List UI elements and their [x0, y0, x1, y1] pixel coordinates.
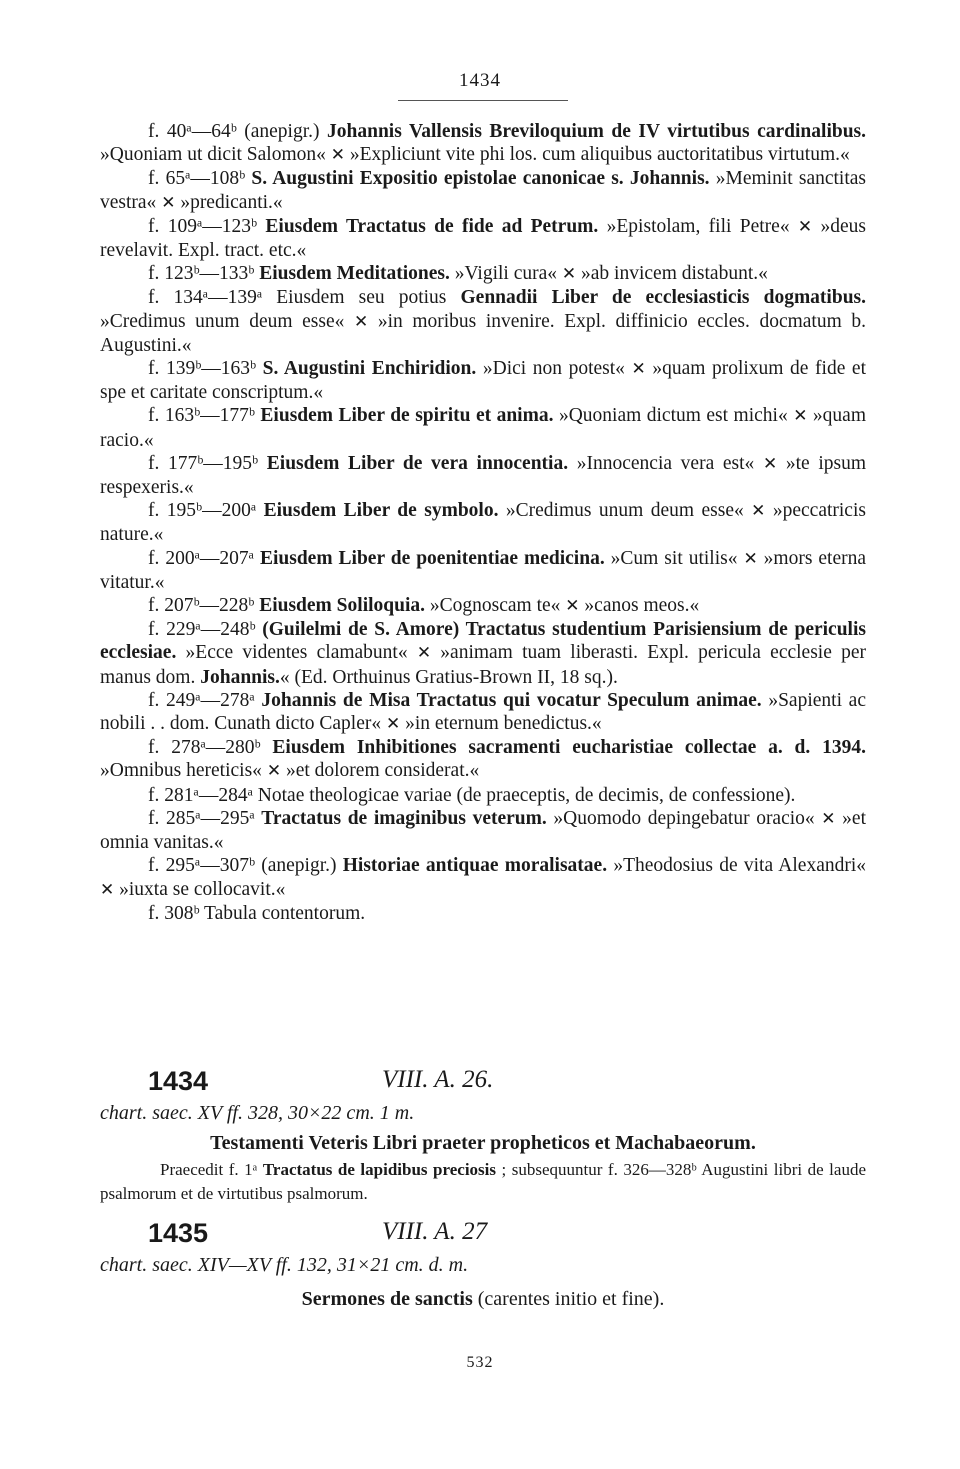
shelf-signature: VIII. A. 26.: [382, 1066, 494, 1093]
catalogue-number: 1434: [148, 1066, 209, 1096]
catalogue-item: f. 249ᵃ—278ᵃ Johannis de Misa Tractatus qui vocatur Speculum animae. »Sapienti ac nobili . . dom. Cunath dicto Capler« ✕ »in eternum benedictus.«: [100, 689, 866, 735]
manuscript-title: Testamenti Veteris Libri praeter propheticos et Machabaeorum.: [210, 1132, 756, 1154]
omission-cross-icon: ✕: [631, 359, 646, 380]
page-header: 1434: [459, 70, 501, 91]
title-bold: Sermones de sanctis: [301, 1288, 473, 1310]
page-footer: 532: [466, 1354, 494, 1371]
catalogue-number: 1435: [148, 1218, 209, 1248]
omission-cross-icon: ✕: [821, 808, 836, 829]
catalogue-item: f. 40ᵃ—64ᵇ (anepigr.) Johannis Vallensis Breviloquium de IV virtutibus cardinalibus. »Quoniam ut dicit Salomon« ✕ »Expliciunt vite phi los. cum aliquibus auctoritatibus virtutum.«: [100, 121, 867, 166]
manuscript-title: [100, 1288, 866, 1311]
catalogue-item: f. 109ᵃ—123ᵇ Eiusdem Tractatus de fide ad Petrum. »Epistolam, fili Petre« ✕ »deus revelavit. Expl. tract. etc.«: [100, 215, 866, 262]
omission-cross-icon: ✕: [793, 406, 808, 427]
catalogue-item: f. 177ᵇ—195ᵇ Eiusdem Liber de vera innocentia. »Innocencia vera est« ✕ »te ipsum respexeris.«: [100, 452, 867, 499]
catalogue-item: f. 207ᵇ—228ᵇ Eiusdem Soliloquia. »Cognoscam te« ✕ »canos meos.«: [148, 595, 700, 617]
omission-cross-icon: ✕: [743, 548, 758, 569]
catalogue-item: f. 281ᵃ—284ᵃ Notae theologicae variae (de praeceptis, de decimis, de confessione).: [148, 784, 796, 806]
physical-description: chart. saec. XIV—XV ff. 132, 31×21 cm. d. m.: [100, 1254, 469, 1276]
header-rule: [398, 100, 568, 101]
omission-cross-icon: ✕: [762, 453, 778, 474]
title-suffix: (carentes initio et fine).: [472, 1288, 665, 1310]
catalogue-item: f. 65ᵃ—108ᵇ S. Augustini Expositio epistolae canonicae s. Johannis. »Meminit sanctitas vestra« ✕ »predicanti.«: [100, 168, 866, 213]
omission-cross-icon: ✕: [416, 643, 432, 664]
catalogue-item: f. 123ᵇ—133ᵇ Eiusdem Meditationes. »Vigili cura« ✕ »ab invicem distabunt.«: [148, 263, 768, 285]
catalogue-item: f. 163ᵇ—177ᵇ Eiusdem Liber de spiritu et anima. »Quoniam dictum est michi« ✕ »quam racio.«: [100, 405, 866, 451]
shelf-signature: VIII. A. 27: [382, 1218, 488, 1245]
catalogue-item: f. 200ᵃ—207ᵃ Eiusdem Liber de poenitentiae medicina. »Cum sit utilis« ✕ »mors eterna vitatur.«: [100, 547, 866, 593]
omission-cross-icon: ✕: [266, 761, 282, 782]
omission-cross-icon: ✕: [385, 714, 401, 735]
omission-cross-icon: ✕: [751, 501, 766, 522]
catalogue-item: f. 308ᵇ Tabula contentorum.: [148, 902, 366, 924]
physical-description: chart. saec. XV ff. 328, 30×22 cm. 1 m.: [100, 1102, 415, 1124]
omission-cross-icon: ✕: [330, 145, 345, 166]
omission-cross-icon: ✕: [100, 879, 115, 900]
catalogue-item: f. 278ᵃ—280ᵇ Eiusdem Inhibitiones sacramenti eucharistiae collectae a. d. 1394. »Omnibus hereticis« ✕ »et dolorem considerat.«: [100, 737, 866, 782]
omission-cross-icon: ✕: [565, 596, 580, 617]
catalogue-item: f. 139ᵇ—163ᵇ S. Augustini Enchiridion. »Dici non potest« ✕ »quam prolixum de fide et spe et caritate conscriptum.«: [100, 358, 866, 404]
catalogue-item: f. 134ᵃ—139ᵃ Eiusdem seu potius Gennadii Liber de ecclesiasticis dogmatibus. »Credimus unum deum esse« ✕ »in moribus invenire. Expl. diffinicio eccles. docmatum b. Augustini.«: [100, 287, 866, 356]
omission-cross-icon: ✕: [353, 311, 369, 332]
manuscript-note: Praecedit f. 1ᵃ Tractatus de lapidibus preciosis ; subsequuntur f. 326—328ᵇ Augustini libri de laude psalmorum et de virtutibus psalmorum.: [100, 1160, 866, 1203]
omission-cross-icon: ✕: [161, 192, 176, 213]
catalogue-item: f. 229ᵃ—248ᵇ (Guilelmi de S. Amore) Tractatus studentium Parisiensium de periculis ecclesiae. »Ecce videntes clamabunt« ✕ »animam tuam liberasti. Expl. pericula ecclesie per manus dom. Johannis.« (Ed. Orthuinus Gratius-Brown II, 18 sq.).: [100, 619, 866, 688]
omission-cross-icon: ✕: [797, 216, 813, 237]
catalogue-item: f. 285ᵃ—295ᵃ Tractatus de imaginibus veterum. »Quomodo depingebatur oracio« ✕ »et omnia vanitas.«: [100, 807, 866, 854]
catalogue-item: f. 195ᵇ—200ᵃ Eiusdem Liber de symbolo. »Credimus unum deum esse« ✕ »peccatricis nature.«: [100, 500, 866, 546]
catalogue-item: f. 295ᵃ—307ᵇ (anepigr.) Historiae antiquae moralisatae. »Theodosius de vita Alexandri« ✕ »iuxta se collocavit.«: [100, 855, 867, 900]
entry-list: [100, 120, 866, 925]
omission-cross-icon: ✕: [561, 264, 577, 285]
